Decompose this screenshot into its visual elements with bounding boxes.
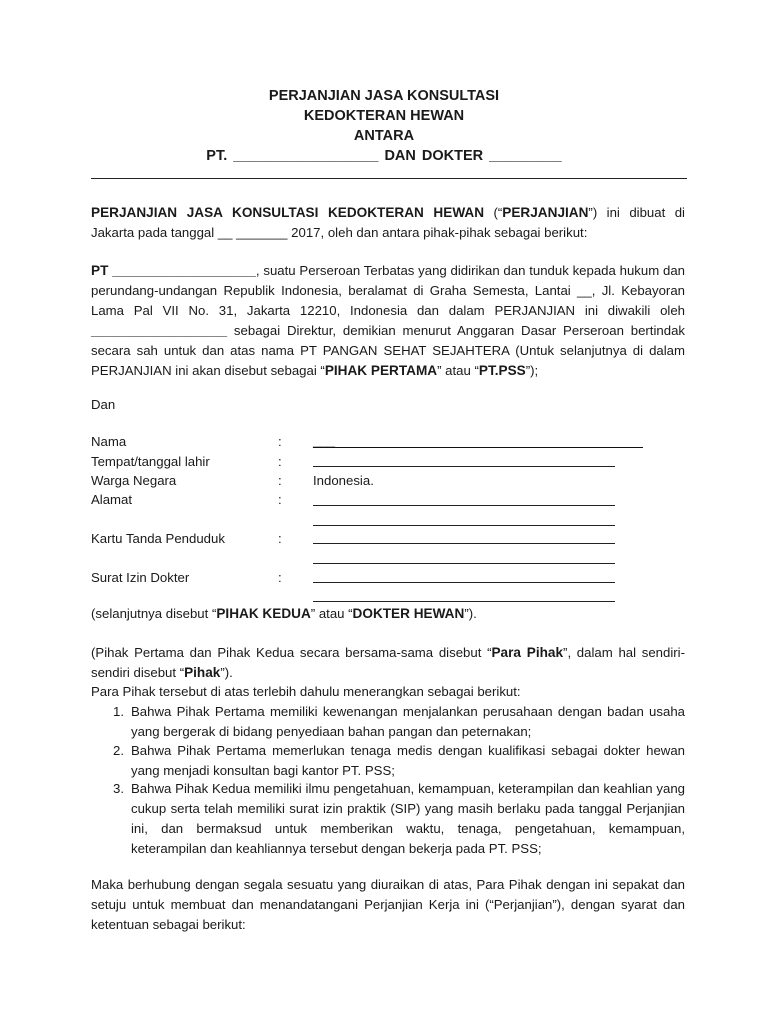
list-item bbox=[91, 741, 685, 781]
header-divider bbox=[91, 178, 687, 179]
para-pihak-end: ”). bbox=[220, 665, 233, 680]
field-colon: : bbox=[278, 492, 282, 507]
pihak-kedua-pre: (selanjutnya disebut “ bbox=[91, 606, 217, 621]
pihak-pertama-paragraph bbox=[91, 261, 685, 381]
field-blank-sip-2 bbox=[313, 601, 615, 602]
field-blank-alamat-1 bbox=[313, 505, 615, 506]
para-pihak-pre: (Pihak Pertama dan Pihak Kedua secara bersama-sama disebut “ bbox=[91, 645, 492, 660]
closing-paragraph: Maka berhubung dengan segala sesuatu yang diuraikan di atas, Para Pihak dengan ini sepakat dan setuju untuk membuat dan menandatangani Perjanjian Kerja ini (“Perjanjian”), dengan syarat dan ketentuan sebagai berikut: bbox=[91, 877, 685, 932]
field-label-warga: Warga Negara bbox=[91, 473, 177, 488]
field-value-warga: Indonesia. bbox=[313, 473, 374, 488]
list-item-text: Bahwa Pihak Kedua memiliki ilmu pengetahuan, kemampuan, keterampilan dan keahlian yang cukup serta telah memiliki surat izin praktik (SIP) yang masih berlaku pada tanggal Perjanjian ini, dan bermaksud untuk memberikan waktu, tenaga, pengetahuan, kemampuan, keterampilan dan keahliannya tersebut dengan bekerja pada PT. PSS; bbox=[131, 781, 685, 856]
field-nama-prefix: ___ bbox=[313, 433, 336, 448]
pihak-pertama-label: PIHAK PERTAMA bbox=[324, 363, 438, 378]
field-label-ktp: Kartu Tanda Penduduk bbox=[91, 531, 225, 546]
pihak-pertama-pss: PT.PSS bbox=[478, 363, 526, 378]
pihak-kedua-label: PIHAK KEDUA bbox=[216, 606, 311, 621]
para-pihak-label: Para Pihak bbox=[491, 645, 564, 660]
dan-text: Dan bbox=[91, 397, 116, 412]
field-colon: : bbox=[278, 473, 282, 488]
field-blank-ktp-2 bbox=[313, 563, 615, 564]
pihak-label: Pihak bbox=[184, 665, 221, 680]
list-item bbox=[91, 779, 685, 859]
menerangkan-text: Para Pihak tersebut di atas terlebih dahulu menerangkan sebagai berikut: bbox=[91, 684, 521, 699]
para-pihak-mid: ”, dalam hal sendiri-sendiri disebut “ bbox=[91, 645, 685, 680]
field-blank-tempat bbox=[313, 466, 615, 467]
pihak-pertama-text1: , suatu Perseroan Terbatas yang didirikan dan tunduk kepada hukum dan perundang-undangan Republik Indonesia, beralamat di Graha Semesta, Lantai __, Jl. Kebayoran Lama Pal VII No. 31, Jakarta 12210, Indonesia dan dalam PERJANJIAN ini diwakili oleh bbox=[91, 263, 686, 318]
field-colon: : bbox=[278, 434, 282, 449]
list-item-number: 3. bbox=[113, 781, 124, 796]
intro-bold-title: PERJANJIAN JASA KONSULTASI KEDOKTERAN HEWAN bbox=[91, 205, 485, 220]
field-blank-sip-1 bbox=[313, 582, 615, 583]
intro-open: (“ bbox=[484, 205, 503, 220]
field-blank-alamat-2 bbox=[313, 525, 615, 526]
field-colon: : bbox=[278, 570, 282, 585]
list-item-number: 1. bbox=[113, 704, 124, 719]
intro-paragraph bbox=[91, 203, 685, 243]
pihak-pertama-mid: ” atau “ bbox=[437, 363, 479, 378]
intro-rest: ”) ini dibuat di Jakarta pada tanggal __ _______ 2017, oleh dan antara pihak-pihak sebagai berikut: bbox=[91, 205, 685, 240]
list-item-text: Bahwa Pihak Pertama memiliki kewenangan menjalankan perusahaan dengan badan usaha yang bergerak di bidang penyediaan bahan pangan dan peternakan; bbox=[131, 704, 685, 739]
pihak-kedua-end: ”). bbox=[464, 606, 477, 621]
pihak-pertama-end: ”); bbox=[525, 363, 539, 378]
pihak-pertama-blank: __________________ bbox=[91, 323, 228, 338]
pihak-kedua-mid: ” atau “ bbox=[310, 606, 353, 621]
field-label-sip: Surat Izin Dokter bbox=[91, 570, 190, 585]
title-line-2: KEDOKTERAN HEWAN bbox=[303, 108, 465, 124]
pihak-pertama-text2: sebagai Direktur, demikian menurut Anggaran Dasar Perseroan bertindak secara sah untuk dan atas nama PT PANGAN SEHAT SEJAHTERA (Untuk selanjutnya di dalam PERJANJIAN ini akan disebut sebagai “ bbox=[91, 323, 685, 378]
para-pihak-paragraph bbox=[91, 643, 685, 683]
intro-bold-perjanjian: PERJANJIAN bbox=[502, 205, 589, 220]
field-blank-nama bbox=[313, 447, 643, 448]
field-label-nama: Nama bbox=[91, 434, 127, 449]
list-item-number: 2. bbox=[113, 743, 124, 758]
list-item bbox=[91, 702, 685, 742]
field-label-alamat: Alamat bbox=[91, 492, 133, 507]
list-item-text: Bahwa Pihak Pertama memerlukan tenaga medis dengan kualifikasi sebagai dokter hewan yang menjadi konsultan bagi kantor PT. PSS; bbox=[131, 743, 685, 778]
field-colon: : bbox=[278, 454, 282, 469]
field-colon: : bbox=[278, 531, 282, 546]
title-line-3: ANTARA bbox=[353, 128, 415, 144]
field-blank-ktp-1 bbox=[313, 543, 615, 544]
pihak-pertama-pt: PT ___________________ bbox=[91, 263, 256, 278]
title-line-1: PERJANJIAN JASA KONSULTASI bbox=[268, 88, 500, 104]
pihak-kedua-line bbox=[91, 604, 477, 624]
title-line-4: PT. __________________ DAN DOKTER _________ bbox=[206, 148, 562, 164]
field-label-tempat: Tempat/tanggal lahir bbox=[91, 454, 210, 469]
dokter-hewan-label: DOKTER HEWAN bbox=[352, 606, 465, 621]
